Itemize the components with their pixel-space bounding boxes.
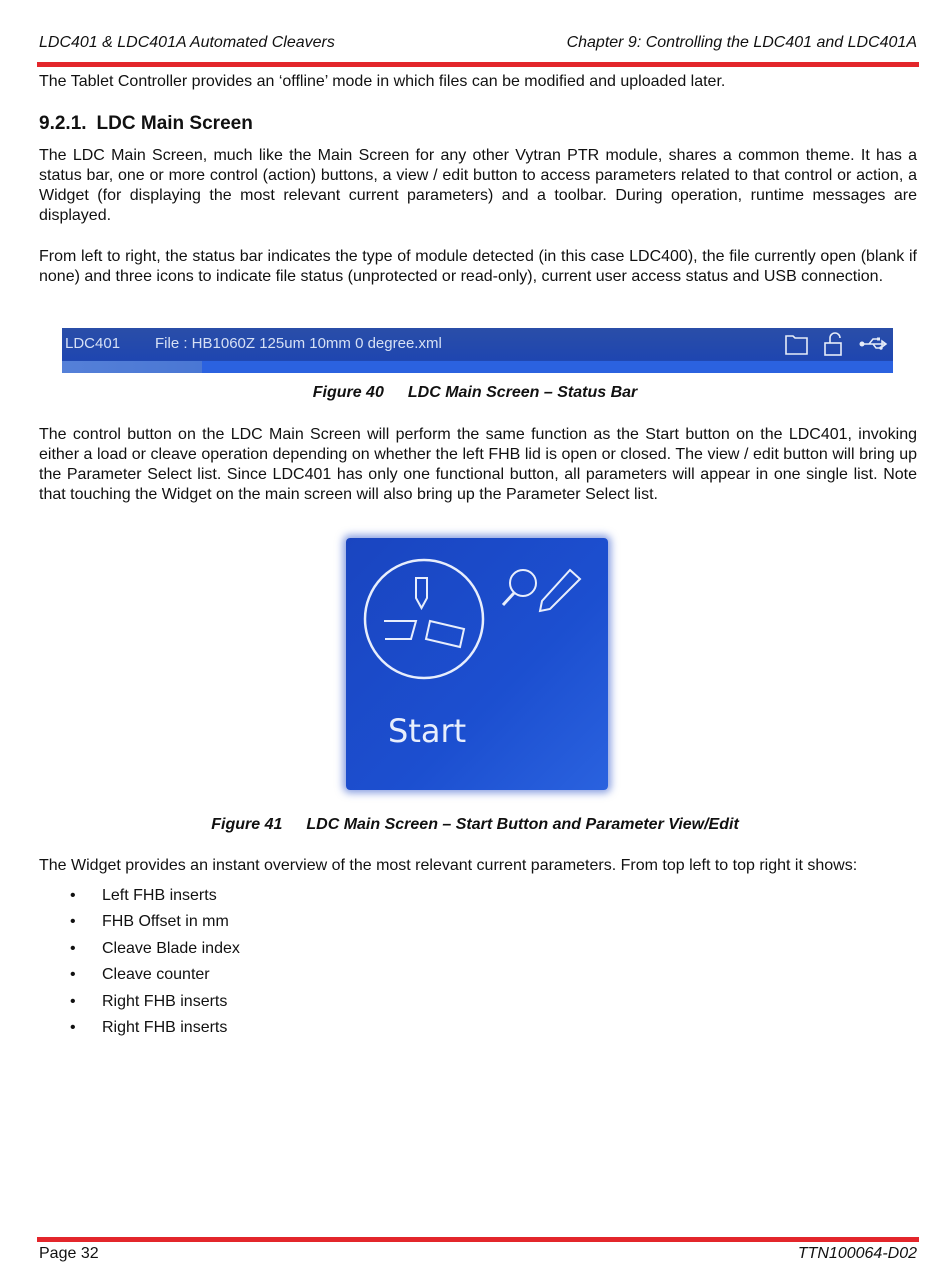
intro-paragraph: The Tablet Controller provides an ‘offline’ mode in which files can be modified and uploaded later. bbox=[39, 73, 726, 90]
cleaver-icon bbox=[365, 560, 483, 678]
list-item: • Left FHB inserts bbox=[70, 886, 240, 912]
start-button-icons bbox=[346, 538, 608, 790]
list-item: • Cleave Blade index bbox=[70, 939, 240, 965]
figure-41-text: LDC Main Screen – Start Button and Parameter View/Edit bbox=[306, 816, 739, 833]
usb-icon bbox=[859, 330, 887, 358]
status-bar-figure bbox=[62, 328, 893, 373]
list-item: • FHB Offset in mm bbox=[70, 912, 240, 938]
paragraph-control-button: The control button on the LDC Main Screen will perform the same function as the Start button on the LDC401, invoking either a load or cleave operation depending on whether the left FHB lid is open or closed. The view / edit button will bring up the Parameter Select list. Since LDC401 has only one functional button, all parameters will appear in one single list. Note that touching the Widget on the main screen will also bring up the Parameter Select list. bbox=[39, 426, 917, 503]
figure-40-caption bbox=[0, 384, 950, 402]
figure-40-text: LDC Main Screen – Status Bar bbox=[407, 384, 638, 401]
page-header bbox=[39, 34, 917, 54]
folder-icon bbox=[783, 330, 811, 358]
figure-41-number: Figure 41 bbox=[211, 816, 283, 833]
header-rule bbox=[37, 62, 919, 67]
list-item: • Right FHB inserts bbox=[70, 992, 240, 1018]
document-id: TTN100064-D02 bbox=[797, 1245, 917, 1262]
list-item: • Right FHB inserts bbox=[70, 1018, 240, 1044]
status-module: LDC401 bbox=[65, 335, 121, 352]
status-icons bbox=[783, 330, 887, 358]
header-right: Chapter 9: Controlling the LDC401 and LDC401A bbox=[566, 34, 917, 51]
start-button-figure bbox=[346, 538, 608, 790]
figure-40-number: Figure 40 bbox=[312, 384, 384, 401]
start-button-label: Start bbox=[388, 712, 467, 750]
footer-rule bbox=[37, 1237, 919, 1242]
magnifier-icon bbox=[503, 570, 536, 605]
list-item: • Cleave counter bbox=[70, 965, 240, 991]
pencil-icon bbox=[540, 570, 580, 611]
section-number: 9.2.1. bbox=[39, 113, 87, 134]
widget-parameter-list bbox=[70, 886, 240, 1044]
paragraph-overview: The LDC Main Screen, much like the Main Screen for any other Vytran PTR module, shares a common theme. It has a status bar, one or more control (action) buttons, a view / edit button to access parameters related to that control or action, a Widget (for displaying the most relevant current parameters) and a toolbar. During operation, runtime messages are displayed. bbox=[39, 147, 917, 224]
status-bar-strip bbox=[62, 361, 893, 373]
status-file: File : HB1060Z 125um 10mm 0 degree.xml bbox=[155, 335, 442, 352]
section-heading bbox=[39, 113, 253, 135]
page-number: Page 32 bbox=[39, 1245, 99, 1262]
unlock-icon bbox=[821, 330, 849, 358]
figure-41-caption bbox=[0, 816, 950, 834]
paragraph-widget: The Widget provides an instant overview of the most relevant current parameters. From top left to top right it shows: bbox=[39, 857, 858, 874]
paragraph-status-bar: From left to right, the status bar indicates the type of module detected (in this case LDC400), the file currently open (blank if none) and three icons to indicate file status (unprotected or read-only), current user access status and USB connection. bbox=[39, 248, 917, 285]
header-left: LDC401 & LDC401A Automated Cleavers bbox=[39, 34, 335, 51]
section-title: LDC Main Screen bbox=[96, 113, 253, 134]
